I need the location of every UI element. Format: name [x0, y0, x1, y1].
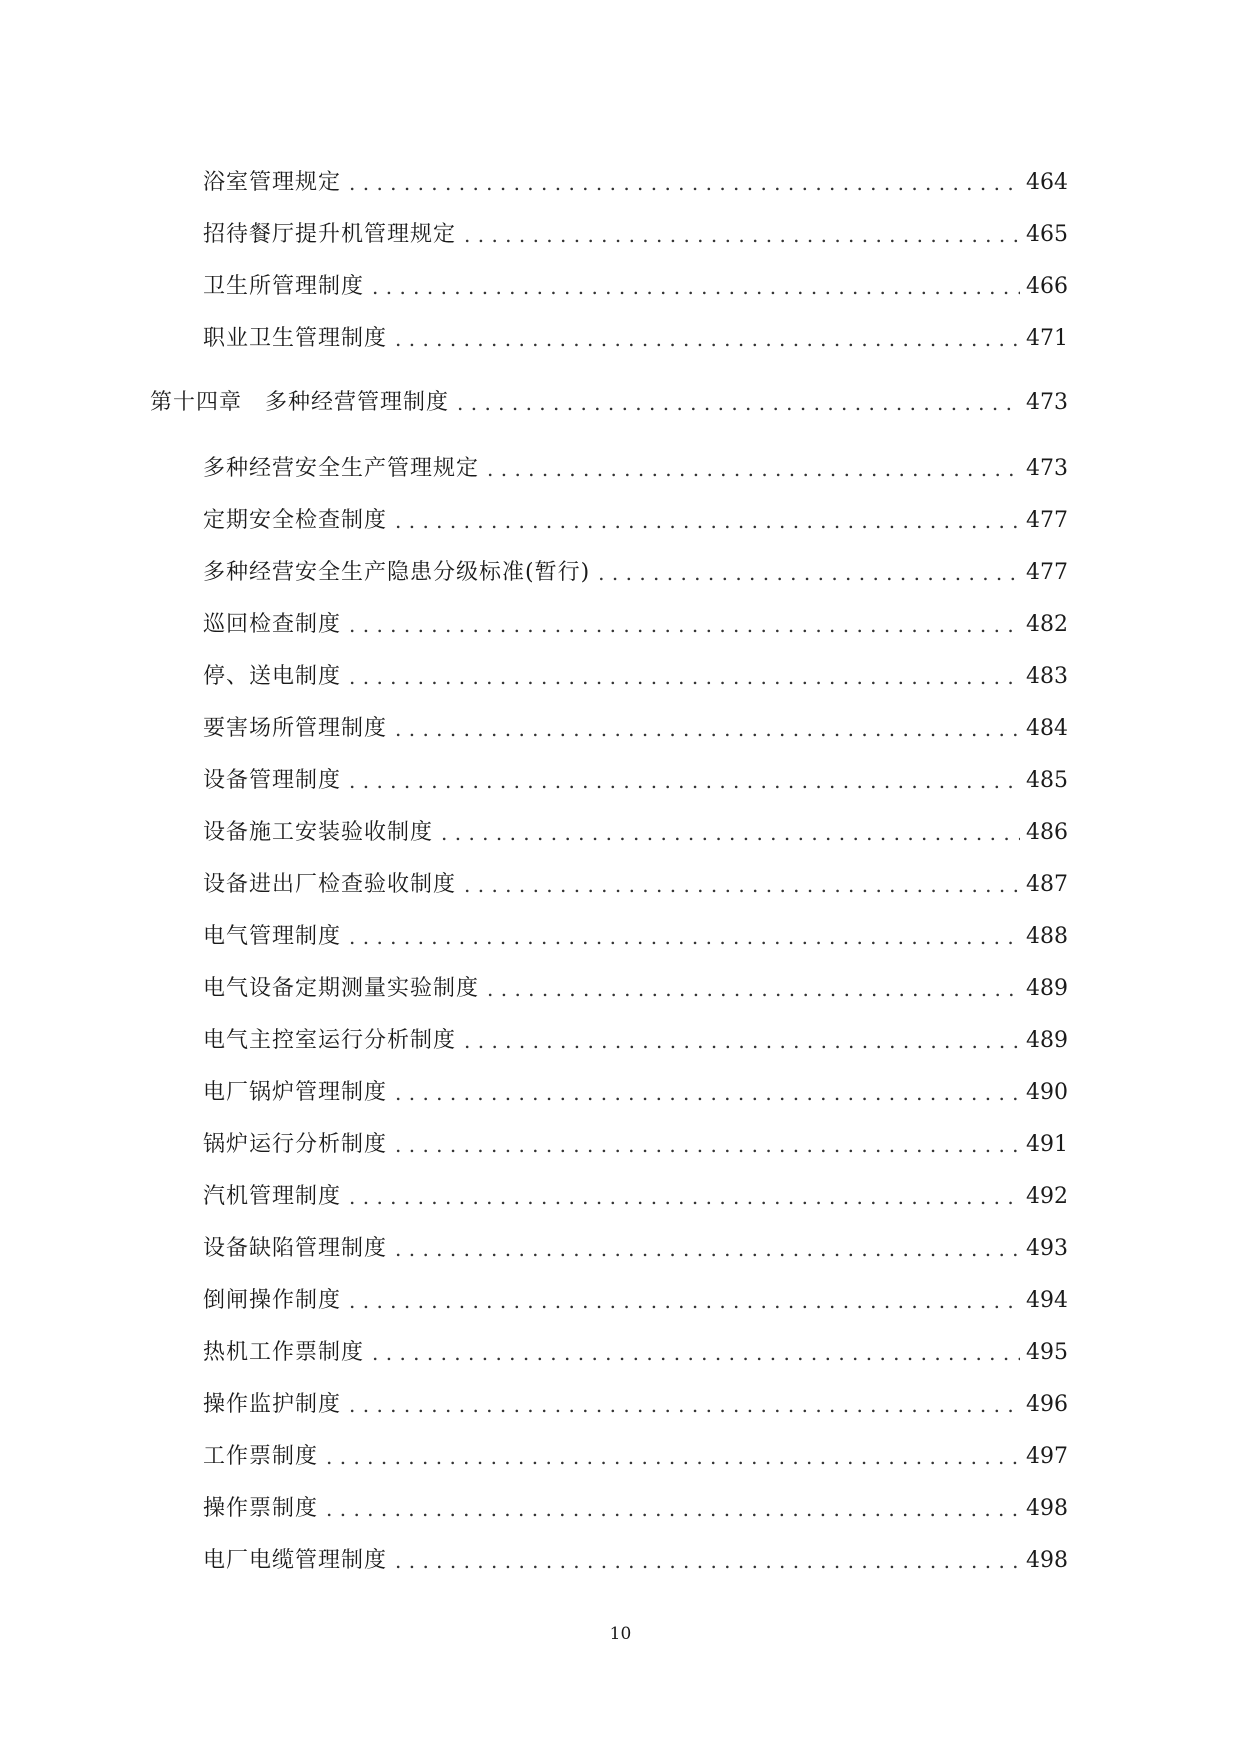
toc-entry[interactable]	[203, 964, 1068, 1004]
toc-entry[interactable]	[203, 704, 1068, 744]
toc-dot-leader	[457, 388, 1020, 418]
toc-entry-title: 多种经营安全生产隐患分级标准(暂行)	[203, 560, 591, 585]
toc-entry-page: 498	[1026, 1496, 1068, 1521]
toc-entry-title: 招待餐厅提升机管理规定	[203, 222, 457, 247]
toc-entry-page: 496	[1026, 1392, 1068, 1417]
toc-entry-page: 471	[1026, 326, 1068, 351]
toc-entry-page: 483	[1026, 664, 1068, 689]
toc-entry[interactable]	[203, 1068, 1068, 1108]
toc-dot-leader	[349, 1182, 1020, 1212]
toc-dot-leader	[395, 714, 1020, 744]
toc-dot-leader	[464, 870, 1020, 900]
toc-entry[interactable]	[203, 210, 1068, 250]
toc-entry-title: 要害场所管理制度	[203, 716, 388, 741]
toc-entry-page: 490	[1026, 1080, 1068, 1105]
toc-entry-page: 489	[1026, 976, 1068, 1001]
toc-entry[interactable]	[203, 1380, 1068, 1420]
toc-entry-title: 电气管理制度	[203, 924, 342, 949]
toc-entry[interactable]	[203, 1224, 1068, 1264]
toc-entry[interactable]	[203, 444, 1068, 484]
toc-dot-leader	[349, 922, 1020, 952]
toc-dot-leader	[349, 1286, 1020, 1316]
toc-dot-leader	[349, 610, 1020, 640]
toc-entry-title: 热机工作票制度	[203, 1340, 365, 1365]
toc-dot-leader	[441, 818, 1020, 848]
toc-entry-title: 设备管理制度	[203, 768, 342, 793]
toc-entry[interactable]	[203, 1172, 1068, 1212]
toc-entry-page: 493	[1026, 1236, 1068, 1261]
toc-entry-title: 职业卫生管理制度	[203, 326, 388, 351]
toc-entry-title: 汽机管理制度	[203, 1184, 342, 1209]
toc-entry[interactable]	[203, 1328, 1068, 1368]
toc-entry-page: 486	[1026, 820, 1068, 845]
toc-entry-title: 倒闸操作制度	[203, 1288, 342, 1313]
toc-dot-leader	[464, 1026, 1020, 1056]
toc-entry[interactable]	[203, 860, 1068, 900]
toc-entry-title: 巡回检查制度	[203, 612, 342, 637]
toc-entry[interactable]	[203, 548, 1068, 588]
toc-entry-page: 466	[1026, 274, 1068, 299]
toc-entry[interactable]	[203, 1536, 1068, 1576]
toc-entry-page: 497	[1026, 1444, 1068, 1469]
toc-entry[interactable]	[203, 262, 1068, 302]
toc-entry-title: 操作监护制度	[203, 1392, 342, 1417]
toc-entry-page: 491	[1026, 1132, 1068, 1157]
toc-entry[interactable]	[203, 808, 1068, 848]
toc-entry[interactable]	[203, 756, 1068, 796]
toc-entry-title: 设备进出厂检查验收制度	[203, 872, 457, 897]
toc-entry-page: 484	[1026, 716, 1068, 741]
toc-dot-leader	[372, 272, 1020, 302]
toc-entry-title: 电厂电缆管理制度	[203, 1548, 388, 1573]
toc-entry-title: 锅炉运行分析制度	[203, 1132, 388, 1157]
toc-entry-title: 停、送电制度	[203, 664, 342, 689]
toc-dot-leader	[395, 1078, 1020, 1108]
toc-entry-title: 多种经营安全生产管理规定	[203, 456, 480, 481]
toc-dot-leader	[372, 1338, 1020, 1368]
toc-dot-leader	[395, 506, 1020, 536]
toc-entry[interactable]	[203, 652, 1068, 692]
toc-entry-title: 电厂锅炉管理制度	[203, 1080, 388, 1105]
toc-entry-page: 489	[1026, 1028, 1068, 1053]
page-number: 10	[609, 1624, 632, 1644]
toc-dot-leader	[487, 974, 1020, 1004]
toc-entry-page: 495	[1026, 1340, 1068, 1365]
toc-entry[interactable]	[203, 158, 1068, 198]
toc-entry-title: 设备施工安装验收制度	[203, 820, 434, 845]
toc-dot-leader	[464, 220, 1020, 250]
toc-dot-leader	[326, 1494, 1020, 1524]
toc-entry-title: 操作票制度	[203, 1496, 319, 1521]
toc-entry-page: 477	[1026, 508, 1068, 533]
toc-entry-page: 482	[1026, 612, 1068, 637]
toc-dot-leader	[349, 662, 1020, 692]
toc-entry-title: 电气设备定期测量实验制度	[203, 976, 480, 1001]
toc-entry-page: 498	[1026, 1548, 1068, 1573]
toc-entry[interactable]	[203, 912, 1068, 952]
toc-entry-page: 473	[1026, 456, 1068, 481]
toc-dot-leader	[349, 1390, 1020, 1420]
toc-entry-page: 488	[1026, 924, 1068, 949]
toc-chapter-title: 第十四章 多种经营管理制度	[150, 390, 450, 415]
toc-dot-leader	[349, 766, 1020, 796]
toc-dot-leader	[326, 1442, 1020, 1472]
toc-dot-leader	[395, 1546, 1020, 1576]
toc-dot-leader	[395, 1130, 1020, 1160]
toc-entry-page: 492	[1026, 1184, 1068, 1209]
toc-entry-title: 定期安全检查制度	[203, 508, 388, 533]
toc-entry-title: 卫生所管理制度	[203, 274, 365, 299]
toc-entry[interactable]	[203, 1432, 1068, 1472]
toc-chapter-entry[interactable]	[150, 378, 1068, 418]
toc-dot-leader	[598, 558, 1020, 588]
toc-entry-page: 485	[1026, 768, 1068, 793]
toc-dot-leader	[395, 1234, 1020, 1264]
toc-entry-title: 设备缺陷管理制度	[203, 1236, 388, 1261]
toc-entry-title: 电气主控室运行分析制度	[203, 1028, 457, 1053]
toc-entry[interactable]	[203, 314, 1068, 354]
toc-entry[interactable]	[203, 1276, 1068, 1316]
toc-entry[interactable]	[203, 496, 1068, 536]
toc-entry[interactable]	[203, 1484, 1068, 1524]
toc-dot-leader	[395, 324, 1020, 354]
toc-entry[interactable]	[203, 1120, 1068, 1160]
toc-entry-page: 464	[1026, 170, 1068, 195]
toc-entry-title: 工作票制度	[203, 1444, 319, 1469]
toc-entry[interactable]	[203, 1016, 1068, 1056]
toc-entry-page: 494	[1026, 1288, 1068, 1313]
toc-entry-page: 487	[1026, 872, 1068, 897]
toc-entry[interactable]	[203, 600, 1068, 640]
toc-entry-page: 473	[1026, 390, 1068, 415]
toc-entry-page: 477	[1026, 560, 1068, 585]
toc-entry-title: 浴室管理规定	[203, 170, 342, 195]
toc-entry-page: 465	[1026, 222, 1068, 247]
toc-dot-leader	[487, 454, 1020, 484]
toc-dot-leader	[349, 168, 1020, 198]
